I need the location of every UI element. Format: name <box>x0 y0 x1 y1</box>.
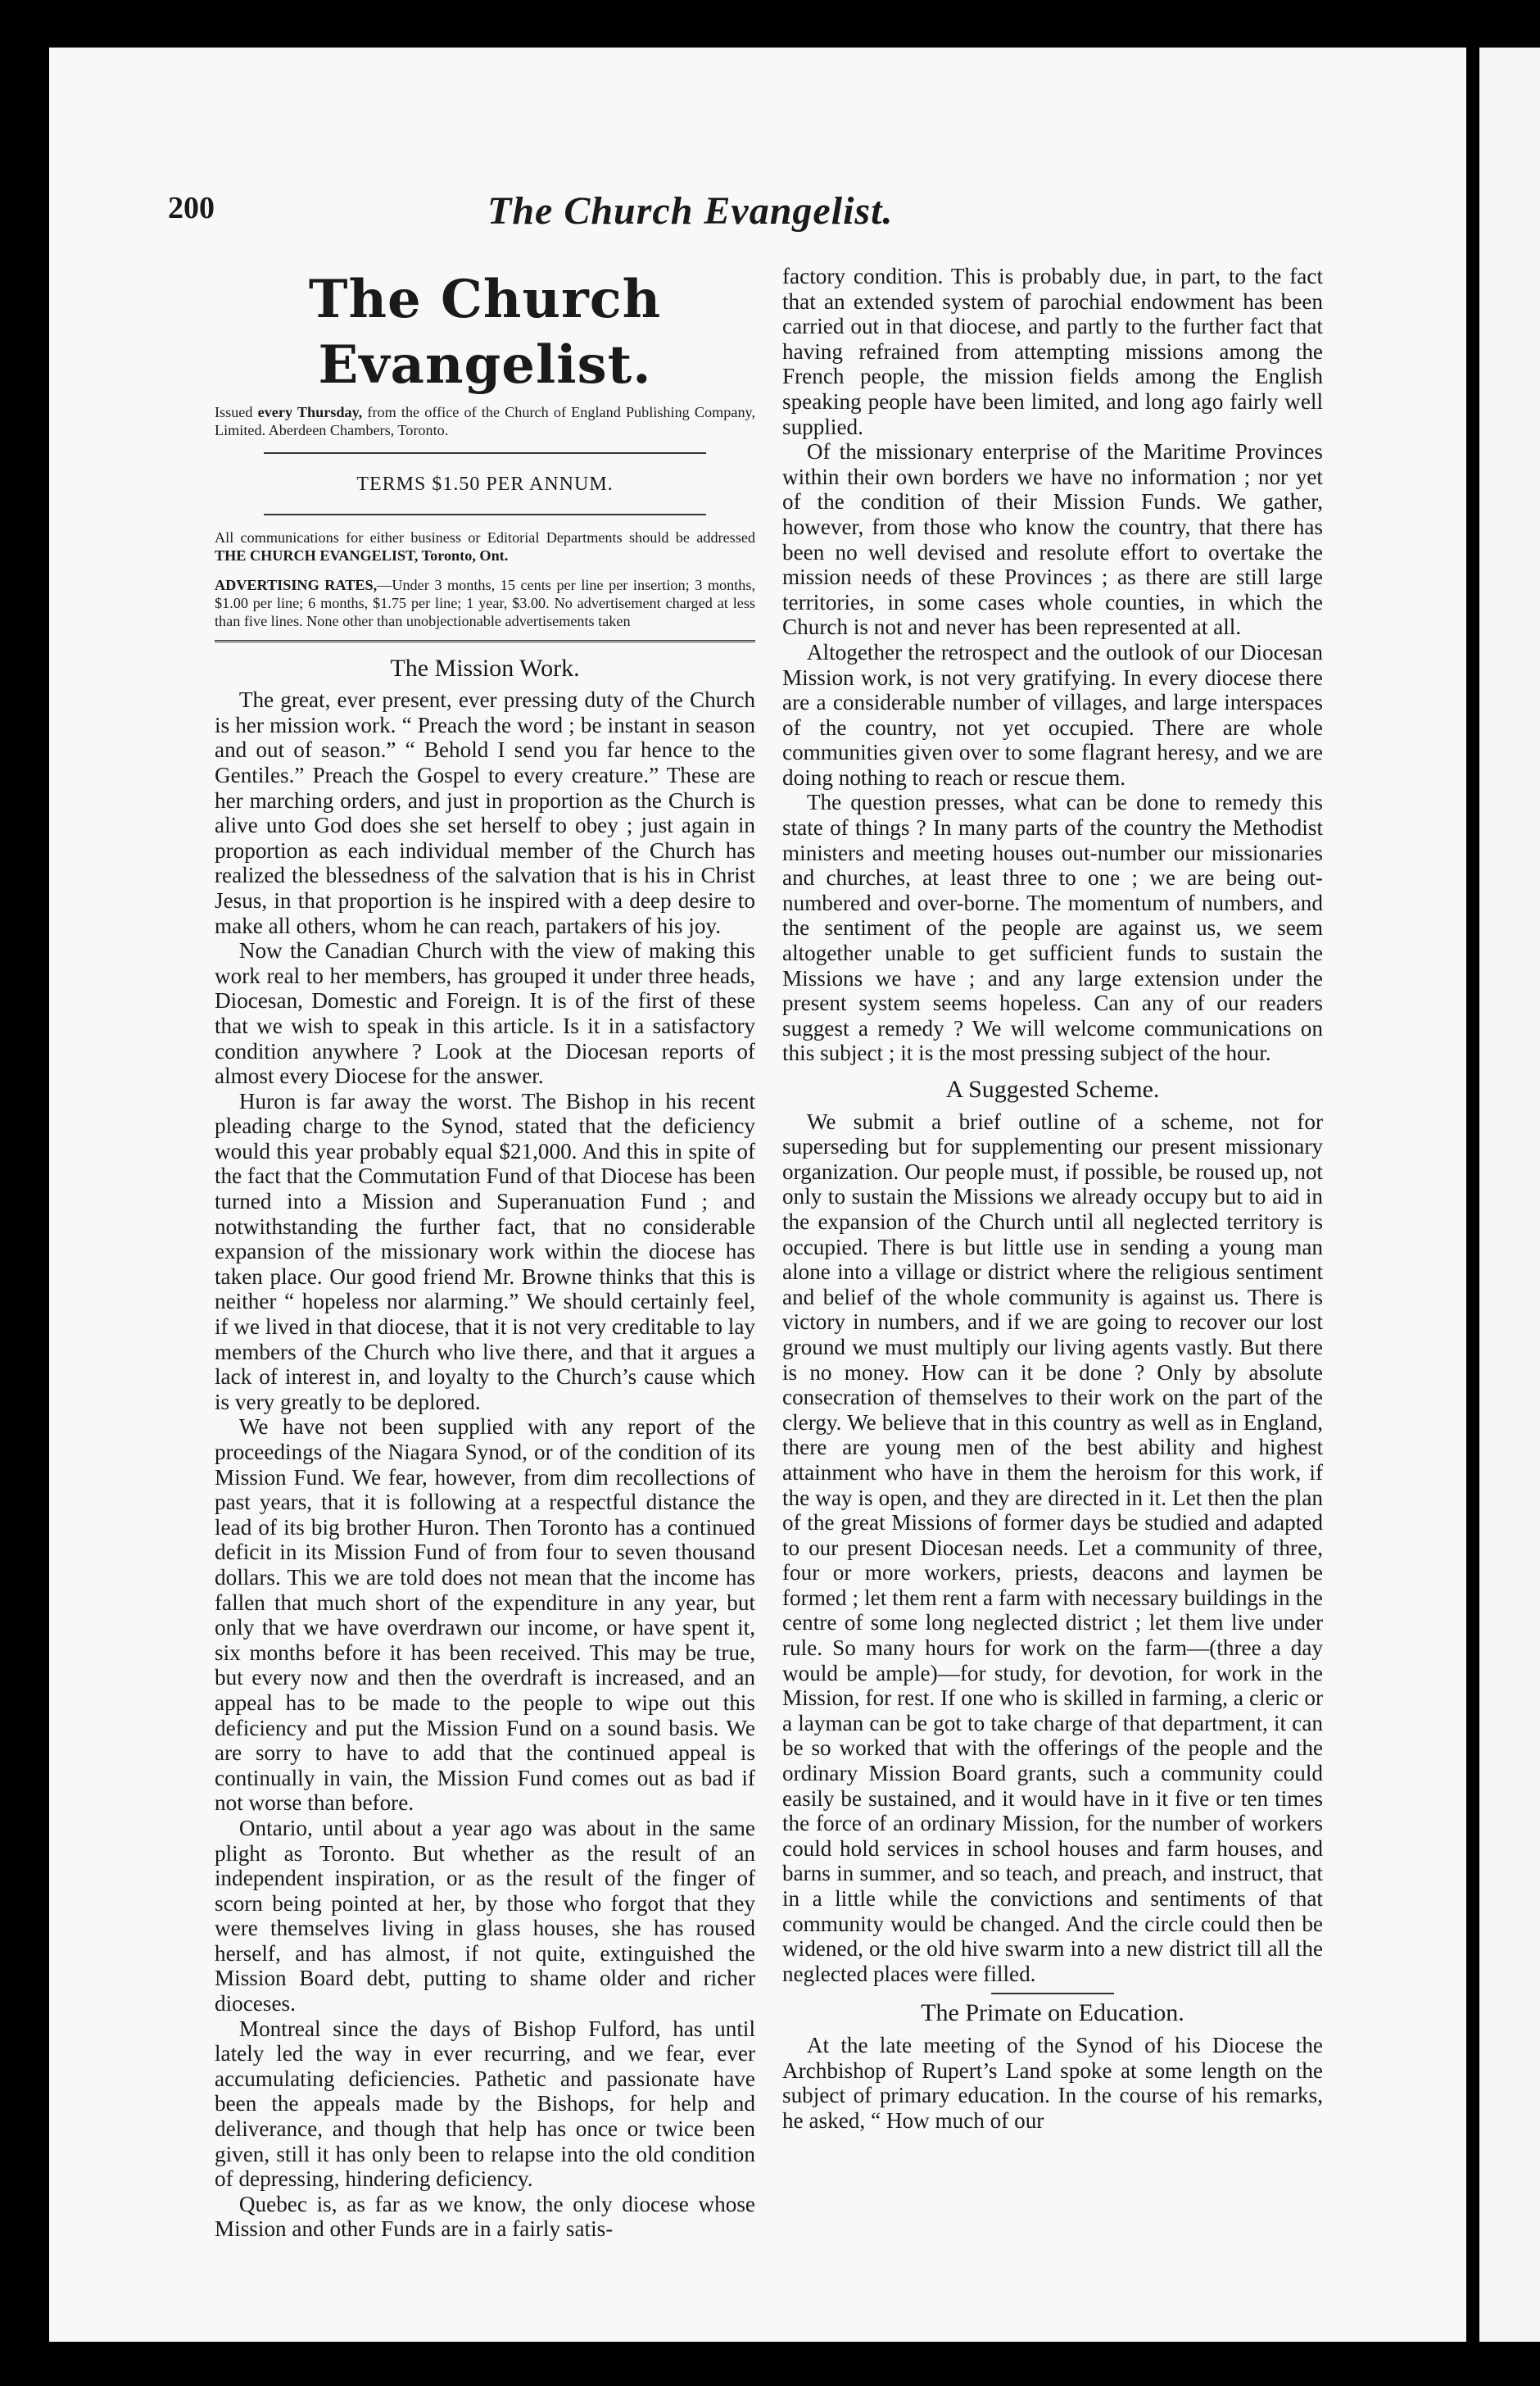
paragraph: At the late meeting of the Synod of his Diocese the Archbishop of Rupert’s Land spoke at some length on the subject of primary education. In the course of his remarks, he asked, “ How much of our <box>782 2032 1323 2133</box>
paragraph: Now the Canadian Church with the view of making this work real to her members, has grouped it under three heads, Diocesan, Domestic and Foreign. It is of the first of these that we wish to speak in this article. Is it in a satisfactory condition anywhere ? Look at the Diocesan reports of almost every Diocese for the answer. <box>215 938 755 1089</box>
paragraph: We have not been supplied with any report of the proceedings of the Niagara Synod, or of the condition of its Mission Fund. We fear, however, from dim recollections of past years, that it is following at a respectful distance the lead of its big brother Huron. Then Toronto has a continued deficit in its Mission Fund of from four to seven thousand dollars. This we are told does not mean that the income has fallen that much short of the expenditure in any year, but only that we have overdrawn our income, or have spent it, six months before it has been received. This may be true, but every now and then the overdraft is increased, and an appeal has to be made to the people to wipe out this deficiency and put the Mission Fund on a sound basis. We are sorry to have to add that the continued appeal is continually in vain, the Mission Fund comes out as bad if not worse than before. <box>215 1414 755 1816</box>
paragraph: Quebec is, as far as we know, the only diocese whose Mission and other Funds are in a fairly satis- <box>215 2191 755 2242</box>
issued-rest: from the office of the Church of England Publishing Company, Limited. Aberdeen Chambers, Toronto. <box>215 404 756 438</box>
issued-prefix: Issued <box>215 404 253 420</box>
article-title-primate-education: The Primate on Education. <box>921 1999 1184 2027</box>
paragraph: The question presses, what can be done to remedy this state of things ? In many parts of the country the Methodist ministers and meeting houses out-number our missionaries and churches, at least three to one ; we are being out-numbered and over-borne. The momentum of numbers, and the sentiment of the people are against us, we seem altogether unable to get sufficient funds to sustain the Missions we have ; and any large extension under the present system seems hopeless. Can any of our readers suggest a remedy ? We will welcome communications on this subject ; it is the most pressing subject of the hour. <box>782 790 1323 1066</box>
adjacent-page-edge <box>1479 48 1540 2342</box>
masthead-title: The Church Evangelist. <box>308 269 662 396</box>
article-title-mission-work: The Mission Work. <box>390 654 580 682</box>
paragraph: The great, ever present, ever pressing duty of the Church is her mission work. “ Preach the word ; be instant in season and out of season.” “ Behold I send you far hence to the Gentiles.” Preach the Gospel to every creature.” These are her marching orders, and just in proportion as the Church is alive unto God does she set herself to obey ; just again in proportion as each individual member of the Church has realized the blessedness of the salvation that is his in Christ Jesus, in that proportion is he inspired with a deep desire to make all others, whom he can reach, partakers of his joy. <box>215 687 755 938</box>
advertising-label: ADVERTISING RATES, <box>215 576 378 593</box>
paragraph: Ontario, until about a year ago was about in the same plight as Toronto. But whether as the result of an independent inspiration, or as the result of the finger of scorn being pointed at her, by those who forgot that they were themselves living in glass houses, she has roused herself, and has almost, if not quite, extinguished the Mission Board debt, putting to shame older and richer dioceses. <box>215 1815 755 2016</box>
divider <box>991 1993 1114 1994</box>
advertising-text: —Under 3 months, 15 cents per line per insertion; 3 months, $1.00 per line; 6 months, $1.75 per line; 1 year, $3.00. No advertisement charged at less than five lines. None other than unobjectionable advertisements taken <box>215 576 755 629</box>
left-column <box>215 262 755 2242</box>
page-number: 200 <box>168 191 215 225</box>
paragraph: Altogether the retrospect and the outlook of our Diocesan Mission work, is not very gratifying. In every diocese there are a considerable number of villages, and large interspaces of the country, not yet occupied. There are whole communities given over to some flagrant heresy, and we are doing nothing to reach or rescue them. <box>782 639 1323 790</box>
page-header <box>168 190 1339 239</box>
advertising-notice <box>215 576 755 630</box>
publication-notice <box>215 403 755 439</box>
double-divider <box>215 640 755 645</box>
right-column <box>782 264 1323 2133</box>
paragraph: Montreal since the days of Bishop Fulford, has until lately led the way in ever recurring, and we fear, ever accumulating deficiencies. Pathetic and passionate have been the appeals made by the Bishops, for help and deliverance, and though that help has once or twice been given, still it has only been to relapse into the old condition of depressing, hindering deficiency. <box>215 2016 755 2192</box>
paragraph: We submit a brief outline of a scheme, not for superseding but for supplementing our present missionary organization. Our people must, if possible, be roused up, not only to sustain the Missions we already occupy but to aid in the expansion of the Church until all neglected territory is occupied. There is but little use in sending a young man alone into a village or district where the religious sentiment and belief of the whole community is against us. There is victory in numbers, and if we are going to recover our lost ground we must multiply our living agents vastly. But there is no money. How can it be done ? Only by absolute consecration of themselves to their work on the part of the clergy. We believe that in this country as well as in England, there are young men of the best ability and highest attainment who have in them the heroism for this work, if the way is open, and they are directed in it. Let then the plan of the great Missions of former days be studied and adapted to our present Diocesan needs. Let a community of three, four or more workers, priests, deacons and laymen be formed ; let them rent a farm with necessary buildings in the centre of some long neglected district ; let them live under rule. So many hours for work on the farm—(three a day would be ample)—for study, for devotion, for work in the Mission, for rest. If one who is skilled in farming, a cleric or a layman can be got to take charge of that department, it can be so worked that with the offerings of the people and the ordinary Mission Board grants, such a community could easily be sustained, and it would have in it five or ten times the force of an ordinary Mission, for the number of workers could hold services in school houses and farm houses, and barns in summer, and so teach, and preach, and instruct, that in a little while the convictions and sentiments of that community would be changed. And the circle could then be widened, or the old hive swarm into a new district till all the neglected places were filled. <box>782 1109 1323 1986</box>
communications-notice <box>215 528 755 565</box>
communications-address: THE CHURCH EVANGELIST, Toronto, Ont. <box>215 547 509 564</box>
issued-frequency: every Thursday, <box>257 404 363 420</box>
running-title: The Church Evangelist. <box>487 189 894 233</box>
paragraph-continued: factory condition. This is probably due, in part, to the fact that an extended system of parochial endowment has been carried out in that diocese, and partly to the further fact that having refrained from attempting missions among the French people, the mission fields among the English speaking people have been limited, and long ago fairly well supplied. <box>782 264 1323 439</box>
communications-lead: All communications for either business or Editorial Departments should be addressed <box>215 528 755 546</box>
subscription-terms: TERMS $1.50 PER ANNUM. <box>356 474 614 495</box>
article-title-suggested-scheme: A Suggested Scheme. <box>945 1076 1160 1103</box>
divider <box>264 452 706 454</box>
paragraph: Of the missionary enterprise of the Maritime Provinces within their own borders we have no information ; nor yet of the condition of their Mission Funds. We gather, however, from those who know the country, that there has been no well devised and resolute effort to overtake the mission needs of these Provinces ; as there are still large territories, in some cases whole counties, in which the Church is not and never has been represented at all. <box>782 439 1323 640</box>
paragraph: Huron is far away the worst. The Bishop in his recent pleading charge to the Synod, stated that the deficiency would this year probably equal $21,000. And this in spite of the fact that the Commutation Fund of that Diocese has been turned into a Mission and Superanuation Fund ; and notwithstanding the further fact, that no considerable expansion of the missionary work within the diocese has taken place. Our good friend Mr. Browne thinks that this is neither “ hopeless nor alarming.” We should certainly feel, if we lived in that diocese, that it is not very creditable to lay members of the Church who live there, and that it argues a lack of interest in, and loyalty to the Church’s cause which is very greatly to be deplored. <box>215 1088 755 1414</box>
divider <box>264 514 706 515</box>
